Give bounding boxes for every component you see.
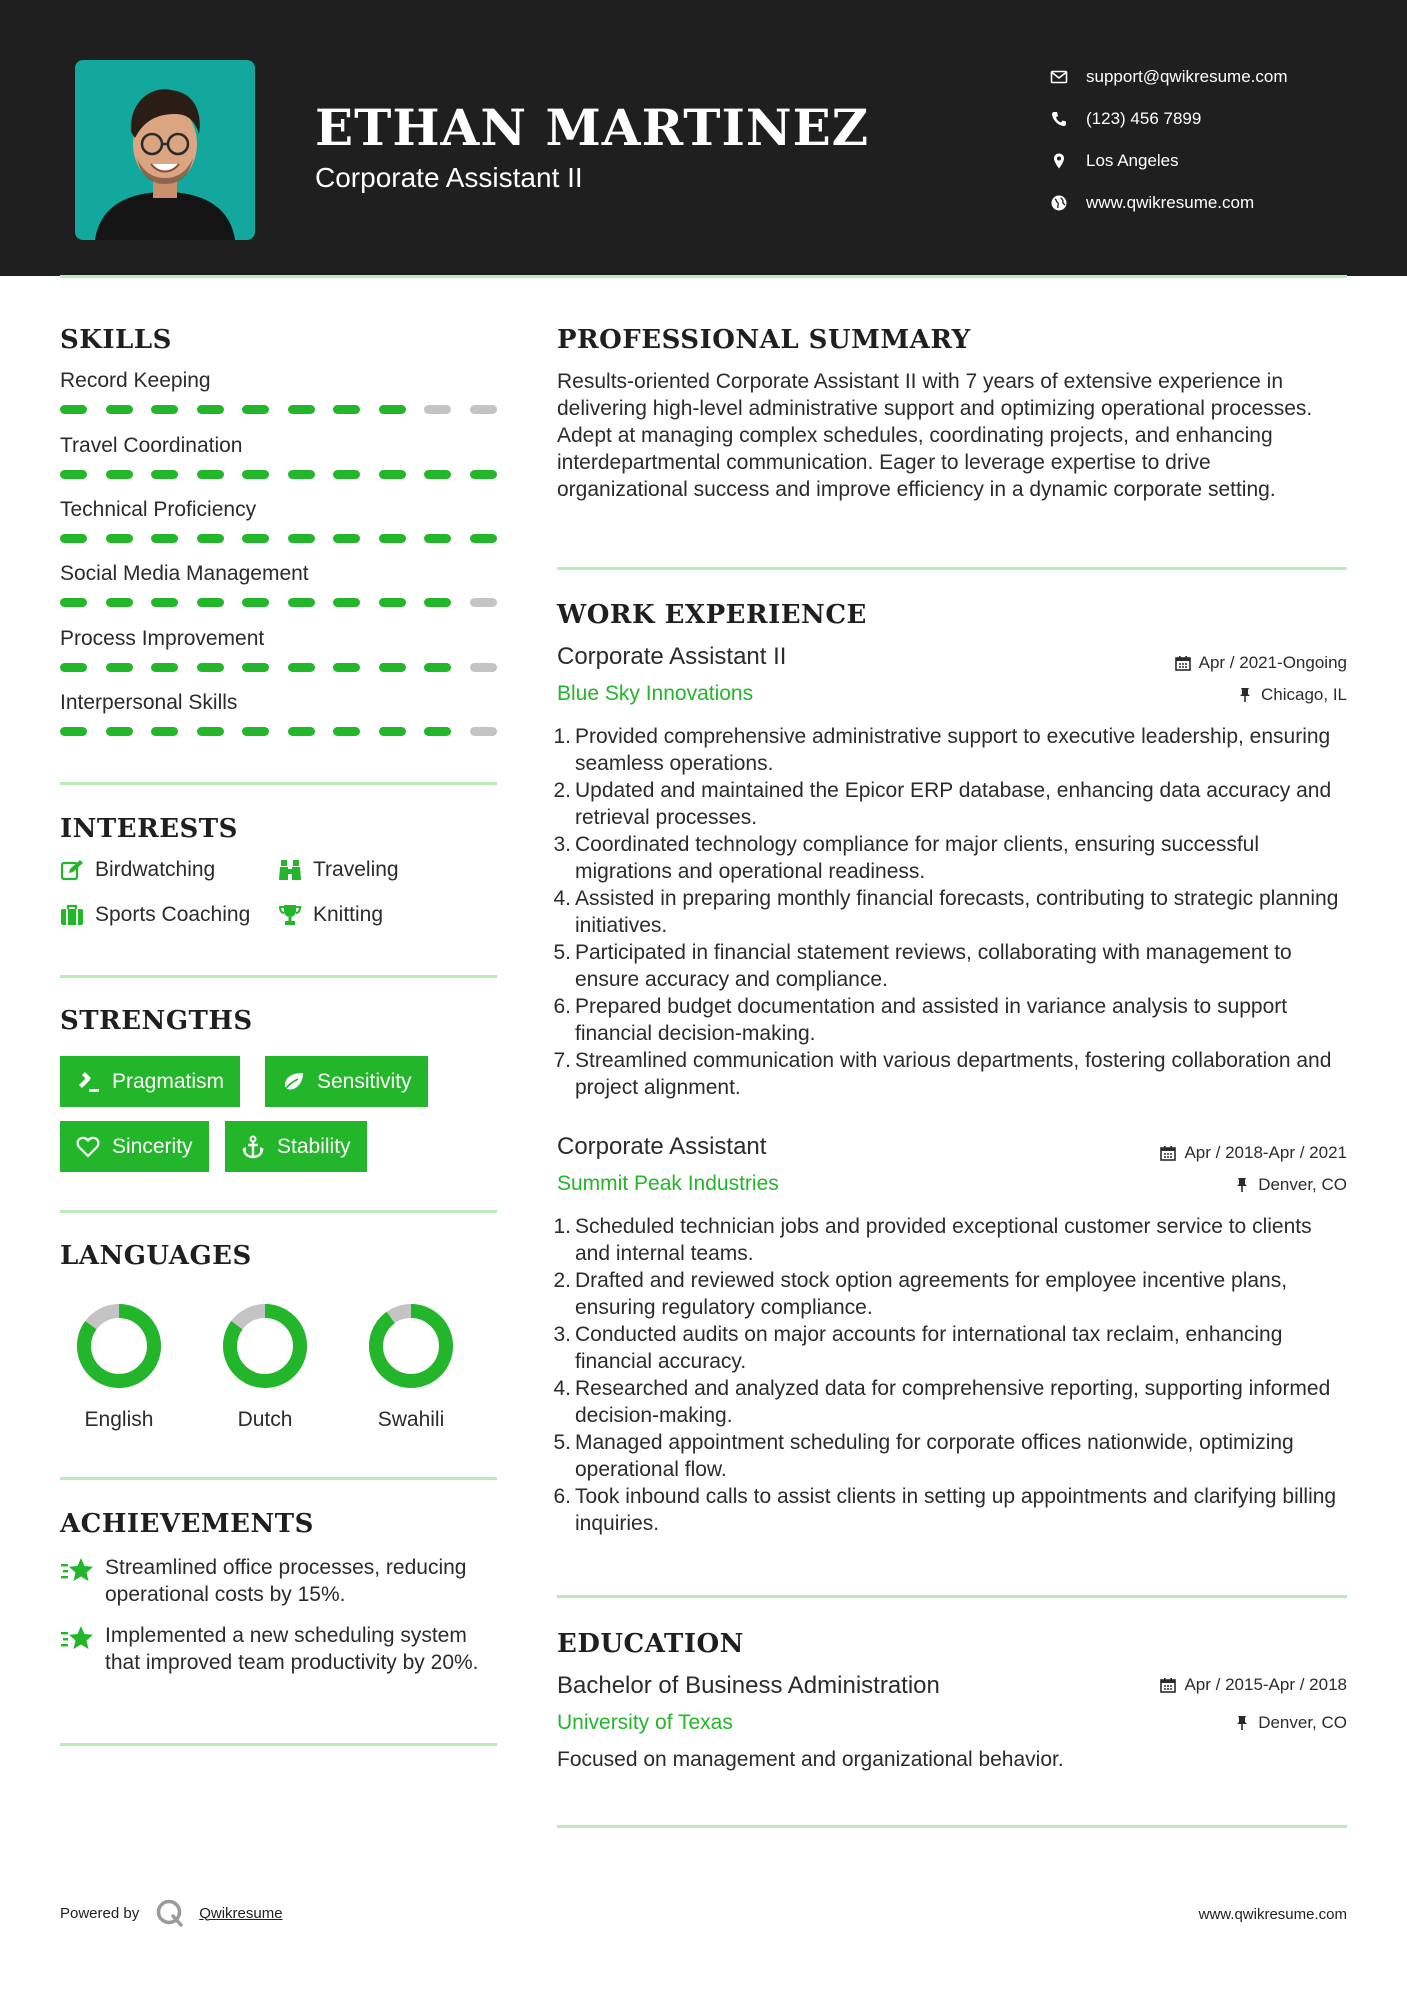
job-bullet [552, 1213, 1347, 1267]
skill-rating-segment [288, 405, 315, 414]
contact-list [1050, 56, 1288, 224]
skill-rating-segment [60, 598, 87, 607]
experience-heading: WORK EXPERIENCE [557, 600, 867, 630]
skill-rating-segment [151, 727, 178, 736]
skill-rating-bar [60, 598, 497, 607]
job-bullet-text: Prepared budget documentation and assisted in variance analysis to support financial decision-making. [575, 995, 1288, 1045]
skill-rating-segment [424, 405, 451, 414]
job-bullet [552, 885, 1347, 939]
job-bullet [552, 1267, 1347, 1321]
skill-rating-segment [197, 727, 224, 736]
skill-name: Travel Coordination [60, 434, 243, 457]
skill-name: Process Improvement [60, 627, 265, 650]
skill-rating-segment [333, 534, 360, 543]
job-bullet-number: 6. [553, 1485, 571, 1508]
qwikresume-logo-icon [155, 1898, 185, 1928]
skill-rating-segment [197, 598, 224, 607]
job-location [1237, 685, 1347, 705]
job-bullet-text: Participated in financial statement reviews, collaborating with management to ensure accuracy and compliance. [575, 941, 1292, 991]
job-bullet-number: 1. [553, 725, 571, 748]
skill-rating-segment [470, 598, 497, 607]
gavel-icon [76, 1070, 100, 1094]
job-dates-text: Apr / 2018-Apr / 2021 [1184, 1143, 1347, 1162]
avatar-illustration [75, 60, 255, 240]
edit-icon [60, 858, 84, 882]
strength-tag [225, 1121, 367, 1172]
section-divider [60, 1743, 497, 1746]
skill-rating-segment [470, 405, 497, 414]
skill-rating-segment [379, 405, 406, 414]
calendar-icon [1160, 1677, 1176, 1693]
skill-rating-segment [242, 470, 269, 479]
language-item [351, 1302, 471, 1432]
job-bullet-text: Researched and analyzed data for comprehensive reporting, supporting informed decision-making. [575, 1377, 1331, 1427]
skill-rating-segment [470, 470, 497, 479]
skill-rating-segment [106, 470, 133, 479]
school-name: University of Texas [557, 1711, 733, 1734]
education-heading: EDUCATION [557, 1629, 744, 1659]
skill-rating-segment [60, 663, 87, 672]
skill-rating-segment [106, 534, 133, 543]
skill-rating-segment [333, 470, 360, 479]
achievements-heading: ACHIEVEMENTS [60, 1509, 314, 1539]
pushpin-icon [1234, 1715, 1250, 1731]
skill-rating-segment [242, 534, 269, 543]
star-icon [60, 1556, 94, 1586]
footer-powered-by [60, 1898, 283, 1928]
skill-rating-segment [470, 727, 497, 736]
section-divider [60, 1477, 497, 1480]
skill-rating-segment [242, 663, 269, 672]
powered-by-text: Powered by [60, 1904, 140, 1922]
language-donut-fill [376, 1311, 446, 1381]
skill-rating-segment [151, 598, 178, 607]
skill-rating-segment [424, 663, 451, 672]
skill-rating-segment [288, 470, 315, 479]
job-bullet [552, 1047, 1347, 1101]
job-company: Summit Peak Industries [557, 1172, 779, 1195]
strength-label: Sincerity [112, 1134, 193, 1158]
section-divider [557, 1595, 1347, 1598]
job-bullet [552, 777, 1347, 831]
skills-heading: SKILLS [60, 325, 172, 355]
pushpin-icon [1237, 687, 1253, 703]
contact-location [1050, 140, 1288, 182]
skill-rating-segment [197, 470, 224, 479]
job-bullet-text: Streamlined communication with various departments, fostering collaboration and project alignment. [575, 1049, 1332, 1099]
profile-photo [75, 60, 255, 240]
skill-rating-bar [60, 405, 497, 414]
summary-heading: PROFESSIONAL SUMMARY [557, 325, 971, 355]
education-dates [1160, 1675, 1347, 1695]
skill-rating-segment [379, 663, 406, 672]
skill-rating-segment [424, 534, 451, 543]
skill-name: Interpersonal Skills [60, 691, 238, 714]
trophy-icon [278, 903, 302, 927]
interest-label: Sports Coaching [95, 903, 251, 926]
skill-rating-segment [151, 534, 178, 543]
skill-rating-segment [288, 727, 315, 736]
skill-rating-segment [379, 534, 406, 543]
calendar-icon [1160, 1145, 1176, 1161]
skill-rating-segment [242, 405, 269, 414]
skill-rating-bar [60, 727, 497, 736]
skill-rating-segment [242, 598, 269, 607]
language-name: Dutch [237, 1408, 293, 1431]
contact-phone-text: (123) 456 7899 [1086, 109, 1202, 128]
job-bullet-text: Conducted audits on major accounts for international tax reclaim, enhancing financial accuracy. [575, 1323, 1283, 1373]
skill-rating-segment [333, 663, 360, 672]
skill-rating-bar [60, 534, 497, 543]
interests-heading: INTERESTS [60, 814, 238, 844]
strengths-heading: STRENGTHS [60, 1006, 253, 1036]
education-location-text: Denver, CO [1258, 1713, 1347, 1732]
skill-rating-segment [333, 727, 360, 736]
heart-icon [76, 1135, 100, 1159]
section-divider [60, 782, 497, 785]
interest-item [60, 903, 250, 927]
job-bullet-number: 4. [553, 1377, 571, 1400]
interest-item [278, 858, 399, 882]
anchor-icon [241, 1135, 265, 1159]
pushpin-icon [1234, 1177, 1250, 1193]
summary-text: Results-oriented Corporate Assistant II with 7 years of extensive experience in delivering high-level administrative support and optimizing operational processes. Adept at managing complex schedules, coordinating projects, and enhancing interdepartmental communication. Eager to leverage expertise to drive organizational success and improve efficiency in a dynamic corporate setting. [557, 370, 1313, 501]
job-location [1234, 1175, 1347, 1195]
achievement-text: Streamlined office processes, reducing operational costs by 15%. [105, 1556, 467, 1606]
skill-rating-segment [333, 598, 360, 607]
job-bullet [552, 831, 1347, 885]
job-bullet-number: 5. [553, 941, 571, 964]
contact-phone[interactable] [1050, 98, 1288, 140]
contact-email[interactable] [1050, 56, 1288, 98]
job-bullet-text: Managed appointment scheduling for corporate offices nationwide, optimizing operational flow. [575, 1431, 1294, 1481]
job-bullet-text: Assisted in preparing monthly financial forecasts, contributing to strategic planning initiatives. [575, 887, 1339, 937]
strength-label: Pragmatism [112, 1069, 225, 1093]
skill-rating-segment [379, 470, 406, 479]
footer-site[interactable]: www.qwikresume.com [1198, 1906, 1347, 1923]
skill-rating-segment [106, 405, 133, 414]
skill-rating-segment [151, 470, 178, 479]
job-bullet-text: Provided comprehensive administrative support to executive leadership, ensuring seamless operations. [575, 725, 1331, 775]
job-bullets [552, 723, 1347, 1101]
skill-rating-segment [197, 534, 224, 543]
job-bullet [552, 939, 1347, 993]
achievement-item [60, 1554, 500, 1608]
education-dates-text: Apr / 2015-Apr / 2018 [1184, 1675, 1347, 1694]
interest-item [278, 903, 383, 927]
job-bullet-number: 6. [553, 995, 571, 1018]
header-divider [60, 275, 1347, 278]
briefcase-icon [60, 903, 84, 927]
skill-rating-segment [60, 405, 87, 414]
skill-rating-segment [106, 598, 133, 607]
skill-rating-segment [197, 405, 224, 414]
skill-rating-segment [470, 663, 497, 672]
job-location-text: Chicago, IL [1261, 685, 1347, 704]
language-name: English [84, 1408, 154, 1431]
education-description: Focused on management and organizational behavior. [557, 1748, 1064, 1771]
job-bullet-number: 4. [553, 887, 571, 910]
job-bullet-number: 5. [553, 1431, 571, 1454]
section-divider [60, 975, 497, 978]
skill-rating-segment [470, 534, 497, 543]
job-bullet-number: 7. [553, 1049, 571, 1072]
globe-icon [1050, 194, 1068, 212]
job-bullet-number: 3. [553, 833, 571, 856]
strength-label: Stability [277, 1134, 351, 1158]
job-bullet [552, 1483, 1347, 1537]
achievement-text: Implemented a new scheduling system that improved team productivity by 20%. [105, 1624, 479, 1674]
job-bullet [552, 1429, 1347, 1483]
calendar-icon [1175, 655, 1191, 671]
skill-rating-segment [379, 598, 406, 607]
job-dates [1175, 653, 1347, 673]
job-bullet-text: Drafted and reviewed stock option agreements for employee incentive plans, ensuring regulatory compliance. [575, 1269, 1288, 1319]
skill-rating-segment [106, 663, 133, 672]
job-bullets [552, 1213, 1347, 1537]
languages-heading: LANGUAGES [60, 1241, 252, 1271]
skill-rating-segment [379, 727, 406, 736]
job-bullet [552, 1321, 1347, 1375]
strength-tag [60, 1121, 209, 1172]
skill-name: Social Media Management [60, 562, 309, 585]
education-location [1234, 1713, 1347, 1733]
skill-rating-segment [288, 598, 315, 607]
leaf-icon [281, 1070, 305, 1094]
job-bullet [552, 1375, 1347, 1429]
skill-rating-segment [60, 727, 87, 736]
strength-label: Sensitivity [317, 1069, 412, 1093]
job-bullet-number: 1. [553, 1215, 571, 1238]
skill-rating-segment [424, 470, 451, 479]
candidate-name: ETHAN MARTINEZ [315, 98, 870, 157]
skill-rating-bar [60, 663, 497, 672]
strength-tag [265, 1056, 428, 1107]
skill-rating-segment [333, 405, 360, 414]
job-bullet-text: Scheduled technician jobs and provided exceptional customer service to clients and internal teams. [575, 1215, 1312, 1265]
language-name: Swahili [377, 1408, 445, 1431]
skill-rating-bar [60, 470, 497, 479]
job-bullet-number: 3. [553, 1323, 571, 1346]
resume-header [0, 0, 1407, 276]
qwikresume-link[interactable]: Qwikresume [199, 1904, 283, 1922]
language-item [59, 1302, 179, 1432]
job-location-text: Denver, CO [1258, 1175, 1347, 1194]
job-dates-text: Apr / 2021-Ongoing [1198, 653, 1347, 672]
contact-location-text: Los Angeles [1086, 151, 1179, 170]
job-dates [1160, 1143, 1347, 1163]
skill-rating-segment [242, 727, 269, 736]
job-company: Blue Sky Innovations [557, 682, 754, 705]
candidate-role: Corporate Assistant II [315, 162, 583, 193]
interest-label: Knitting [313, 903, 384, 926]
skill-rating-segment [106, 727, 133, 736]
contact-email-text: support@qwikresume.com [1086, 67, 1288, 86]
strength-tag [60, 1056, 240, 1107]
interest-label: Birdwatching [95, 858, 216, 881]
job-bullet-number: 2. [553, 1269, 571, 1292]
star-icon [60, 1624, 94, 1654]
map-marker-icon [1050, 152, 1068, 170]
job-bullet-text: Took inbound calls to assist clients in setting up appointments and clarifying billing inquiries. [575, 1485, 1337, 1535]
degree-title: Bachelor of Business Administration [557, 1672, 940, 1699]
contact-website-text: www.qwikresume.com [1086, 193, 1255, 212]
phone-icon [1050, 110, 1068, 128]
binoculars-icon [278, 858, 302, 882]
interest-item [60, 858, 215, 882]
achievement-item [60, 1622, 500, 1676]
envelope-icon [1050, 68, 1068, 86]
section-divider [60, 1210, 497, 1213]
skill-name: Record Keeping [60, 369, 211, 392]
skill-rating-segment [60, 534, 87, 543]
language-donut [75, 1302, 163, 1390]
job-title: Corporate Assistant [557, 1133, 767, 1160]
job-bullet-text: Coordinated technology compliance for major clients, ensuring successful migrations and operational readiness. [575, 833, 1260, 883]
job-title: Corporate Assistant II [557, 643, 787, 670]
skill-rating-segment [288, 534, 315, 543]
skill-rating-segment [151, 663, 178, 672]
job-bullet-number: 2. [553, 779, 571, 802]
job-bullet-text: Updated and maintained the Epicor ERP database, enhancing data accuracy and retrieval processes. [575, 779, 1332, 829]
section-divider [557, 567, 1347, 570]
skill-rating-segment [151, 405, 178, 414]
job-bullet [552, 993, 1347, 1047]
skill-rating-segment [197, 663, 224, 672]
skill-rating-segment [424, 598, 451, 607]
job-bullet [552, 723, 1347, 777]
contact-website[interactable] [1050, 182, 1288, 224]
language-item [205, 1302, 325, 1432]
skill-rating-segment [288, 663, 315, 672]
skill-rating-segment [60, 470, 87, 479]
skill-rating-segment [424, 727, 451, 736]
section-divider [557, 1825, 1347, 1828]
language-donut [221, 1302, 309, 1390]
skill-name: Technical Proficiency [60, 498, 257, 521]
language-donut [367, 1302, 455, 1390]
interest-label: Traveling [313, 858, 399, 881]
